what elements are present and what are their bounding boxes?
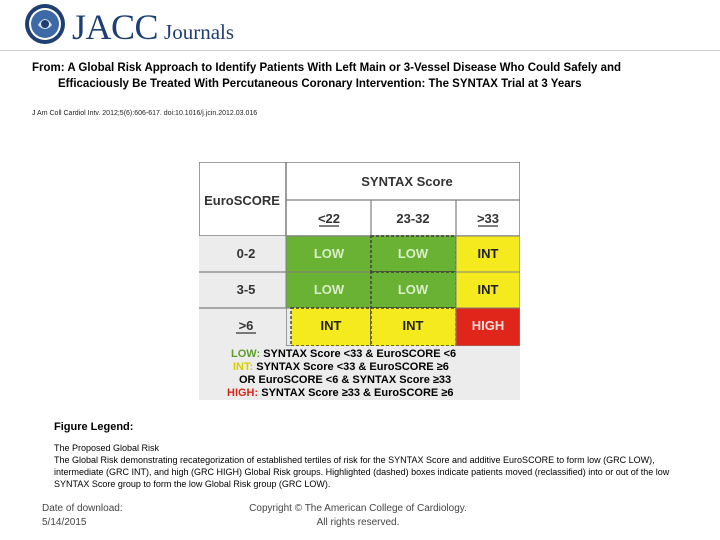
- row-label-3-5: 3-5: [236, 282, 256, 297]
- legend-low-key: LOW:: [231, 348, 261, 360]
- legend-int-text2: OR EuroSCORE <6 & SYNTAX Score ≥33: [239, 374, 452, 386]
- journal-name: JACC: [72, 7, 159, 47]
- legend-int-alt: [239, 374, 451, 386]
- article-citation: J Am Coll Cardiol Intv. 2012;5(6):606-617. doi:10.1016/j.jcin.2012.03.016: [32, 110, 258, 117]
- journal-header: [0, 0, 720, 50]
- global-risk-figure: [199, 162, 520, 400]
- figure-legend-body: [54, 442, 674, 490]
- download-date-value: 5/14/2015: [42, 517, 87, 528]
- download-date: [42, 502, 123, 530]
- copyright-line2: All rights reserved.: [316, 517, 400, 528]
- col-header-low: <22: [317, 211, 341, 226]
- col-header-high: >33: [476, 211, 500, 226]
- figure-legend-subtitle: The Proposed Global Risk: [54, 443, 160, 453]
- jacc-seal-logo: [24, 3, 66, 45]
- col-header-mid: 23-32: [396, 211, 430, 226]
- journal-suffix: Journals: [164, 20, 235, 44]
- figure-legend-title: Figure Legend:: [54, 421, 134, 433]
- article-title-line2: Efficaciously Be Treated With Percutaneous Coronary Intervention: The SYNTAX Trial at 3 Years: [58, 77, 582, 90]
- legend-int-key: INT:: [233, 361, 254, 373]
- legend-low-text: SYNTAX Score <33 & EuroSCORE <6: [263, 348, 457, 360]
- legend-int-text1: SYNTAX Score <33 & EuroSCORE ≥6: [256, 361, 449, 373]
- header-divider: [0, 50, 720, 51]
- cell-r3-c1-label: INT: [320, 318, 342, 333]
- cell-r1-c2-label: LOW: [397, 246, 429, 261]
- legend-int: [233, 361, 449, 373]
- cell-r1-c1-label: LOW: [313, 246, 345, 261]
- cell-r3-c2-label: INT: [402, 318, 424, 333]
- legend-low: [231, 348, 456, 360]
- legend-high: [227, 387, 453, 399]
- download-date-label: Date of download:: [42, 503, 123, 514]
- legend-high-text: SYNTAX Score ≥33 & EuroSCORE ≥6: [261, 387, 454, 399]
- copyright-notice: [238, 502, 478, 530]
- article-title-line1: From: A Global Risk Approach to Identify Patients With Left Main or 3-Vessel Disease Who Could Safely and: [32, 62, 622, 74]
- cell-r1-c3-label: INT: [477, 246, 499, 261]
- row-header-euroscore: EuroSCORE: [204, 193, 280, 208]
- cell-r2-c2-label: LOW: [397, 282, 429, 297]
- article-title: [32, 61, 682, 92]
- risk-grid: [199, 162, 520, 346]
- cell-r2-c1-label: LOW: [313, 282, 345, 297]
- figure-legend-text: The Global Risk demonstrating recategorization of established tertiles of risk for the SYNTAX Score and additive EuroSCORE to form low (GRC LOW), intermediate (GRC INT), and high (GRC HIGH) Global Risk groups. Highlighted (dashed) boxes indicate patients moved (reclassified) into or out of the low SYNTAX Score group to form the low Global Risk group (GRC LOW).: [54, 455, 670, 489]
- copyright-line1: Copyright © The American College of Cardiology.: [249, 503, 467, 514]
- journal-wordmark: [72, 6, 234, 48]
- cell-r2-c3-label: INT: [477, 282, 499, 297]
- legend-high-key: HIGH:: [227, 387, 259, 399]
- col-group-syntax-score: SYNTAX Score: [361, 174, 453, 189]
- cell-r3-c3-label: HIGH: [471, 318, 505, 333]
- row-label-0-2: 0-2: [236, 246, 256, 261]
- row-label-6-plus: >6: [238, 318, 254, 333]
